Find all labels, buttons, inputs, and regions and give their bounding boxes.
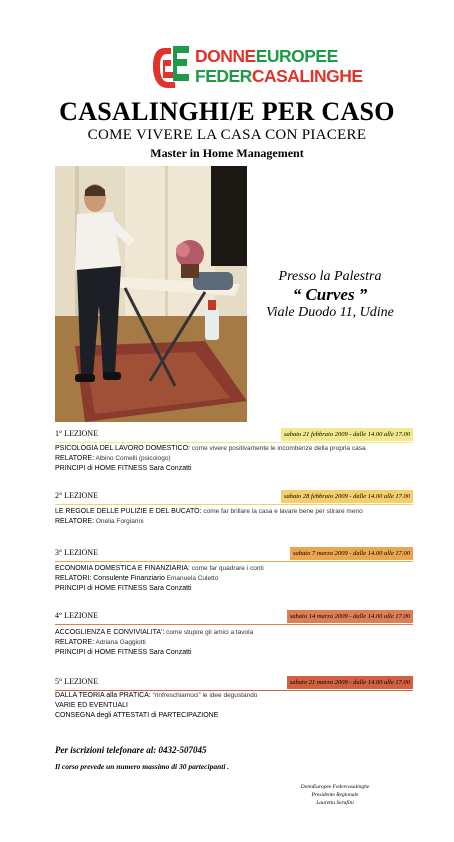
lesson-date: sabato 7 marzo 2009 - dalle 14.00 alle 17.00 xyxy=(290,547,413,560)
lesson-line xyxy=(55,464,435,474)
lesson-line-strong: RELATORI: Consulente Finanziario xyxy=(55,575,165,582)
lesson-line-light: Adriana Gaggiotti xyxy=(94,639,146,646)
registration-phone: Per iscrizioni telefonare al: 0432-507045 xyxy=(55,745,207,755)
signature-block xyxy=(290,783,380,807)
lesson-3-header xyxy=(55,547,413,561)
lesson-line xyxy=(55,711,435,721)
lesson-line-strong: PSICOLOGIA DEL LAVORO DOMESTICO: xyxy=(55,445,190,452)
lesson-4-header xyxy=(55,610,413,624)
lesson-4-body xyxy=(55,628,435,658)
page-subtitle: COME VIVERE LA CASA CON PIACERE xyxy=(87,127,367,143)
lesson-line xyxy=(55,628,435,638)
venue-address: Viale Duodo 11, Udine xyxy=(266,305,394,320)
lesson-5-body xyxy=(55,691,435,721)
logo-text-casalinghe: CASALINGHE xyxy=(251,66,363,86)
lesson-line xyxy=(55,564,435,574)
lesson-line xyxy=(55,454,435,464)
lesson-line-strong: CONSEGNA degli ATTESTATI di PARTECIPAZIONE xyxy=(55,712,219,719)
lesson-date: sabato 21 marzo 2009 - dalle 14.00 alle 17.00 xyxy=(287,676,413,689)
lesson-line-strong: RELATORE: xyxy=(55,455,95,462)
lesson-1-header xyxy=(55,428,413,442)
lesson-line xyxy=(55,701,435,711)
lesson-line-light: come vivere positivamente le incombenze della propria casa xyxy=(189,445,366,452)
lesson-line xyxy=(55,638,435,648)
lesson-line xyxy=(55,691,435,701)
page-title: CASALINGHI/E PER CASO xyxy=(59,97,395,126)
lesson-line-strong: VARIE ED EVENTUALI xyxy=(55,702,129,709)
lesson-line xyxy=(55,517,435,527)
lesson-date: sabato 21 febbraio 2009 - dalle 14.00 alle 17.00 xyxy=(281,428,413,441)
signature-role: Presidente Regionale xyxy=(311,792,359,798)
lesson-line xyxy=(55,648,435,658)
lesson-line xyxy=(55,444,435,454)
lesson-line-light: Onelia Forgiarini xyxy=(94,518,144,525)
lesson-line-light: Emanuela Culetto xyxy=(164,575,219,582)
lesson-number: 3° LEZIONE xyxy=(55,548,98,557)
lesson-line-light: come far brillare la casa e lavare bene per stirare meno xyxy=(201,508,363,515)
lesson-number: 5° LEZIONE xyxy=(55,677,98,686)
lesson-divider xyxy=(55,624,413,625)
lesson-divider xyxy=(55,561,413,562)
logo xyxy=(153,44,363,92)
lesson-line-light: Albino Comelli (psicologo) xyxy=(94,455,171,462)
logo-text-donne: DONNE xyxy=(195,46,256,66)
lesson-5-header xyxy=(55,676,413,690)
ironing-photo xyxy=(55,166,247,422)
lesson-divider xyxy=(55,442,413,443)
lesson-2-body xyxy=(55,507,435,527)
logo-line-2 xyxy=(195,66,363,86)
lesson-line-strong: LE REGOLE DELLE PULIZIE E DEL BUCATO: xyxy=(55,508,202,515)
lesson-line-light: come stupire gli amici a tavola xyxy=(164,629,254,636)
venue-block xyxy=(255,268,405,322)
lesson-number: 2° LEZIONE xyxy=(55,491,98,500)
lesson-line-strong: ACCOGLIENZA E CONVIVIALITA': xyxy=(55,629,165,636)
logo-line-1 xyxy=(195,46,338,66)
lesson-2-header xyxy=(55,490,413,504)
signature-name: Lauretta Serafini xyxy=(316,800,354,806)
lesson-line xyxy=(55,584,435,594)
lesson-divider xyxy=(55,504,413,505)
lesson-date: sabato 28 febbraio 2009 - dalle 14.00 alle 17.00 xyxy=(281,490,413,503)
lesson-line-light: come far quadrare i conti xyxy=(189,565,264,572)
lesson-number: 4° LEZIONE xyxy=(55,611,98,620)
lesson-line-strong: PRINCIPI di HOME FITNESS Sara Conzatti xyxy=(55,649,192,656)
logo-text-europee: EUROPEE xyxy=(255,46,338,66)
ironing-photo-image xyxy=(55,166,247,422)
lesson-line xyxy=(55,574,435,584)
lesson-line-light: “rinfreschiamoci” le idee degustando xyxy=(150,692,258,699)
page-subtitle-master: Master in Home Management xyxy=(150,146,304,160)
venue-intro: Presso la Palestra xyxy=(278,269,382,284)
lesson-line-strong: PRINCIPI di HOME FITNESS Sara Conzatti xyxy=(55,465,192,472)
lesson-date: sabato 14 marzo 2009 - dalle 14.00 alle 17.00 xyxy=(287,610,413,623)
signature-org: DonnEuropee Federcasalinghe xyxy=(300,784,370,790)
lesson-line-strong: DALLA TEORIA alla PRATICA: xyxy=(55,692,151,699)
venue-name: “ Curves ” xyxy=(292,285,368,304)
logo-text-feder: FEDER xyxy=(195,66,252,86)
capacity-note: Il corso prevede un numero massimo di 30 partecipanti . xyxy=(55,762,230,771)
lesson-1-body xyxy=(55,444,435,474)
lesson-line-strong: ECONOMIA DOMESTICA E FINANZIARIA: xyxy=(55,565,190,572)
lesson-3-body xyxy=(55,564,435,594)
lesson-line-strong: PRINCIPI di HOME FITNESS Sara Conzatti xyxy=(55,585,192,592)
lesson-number: 1° LEZIONE xyxy=(55,429,98,438)
lesson-line-strong: RELATORE: xyxy=(55,639,95,646)
lesson-line xyxy=(55,507,435,517)
lesson-line-strong: RELATORE: xyxy=(55,518,95,525)
logo-mark-icon xyxy=(153,44,189,90)
